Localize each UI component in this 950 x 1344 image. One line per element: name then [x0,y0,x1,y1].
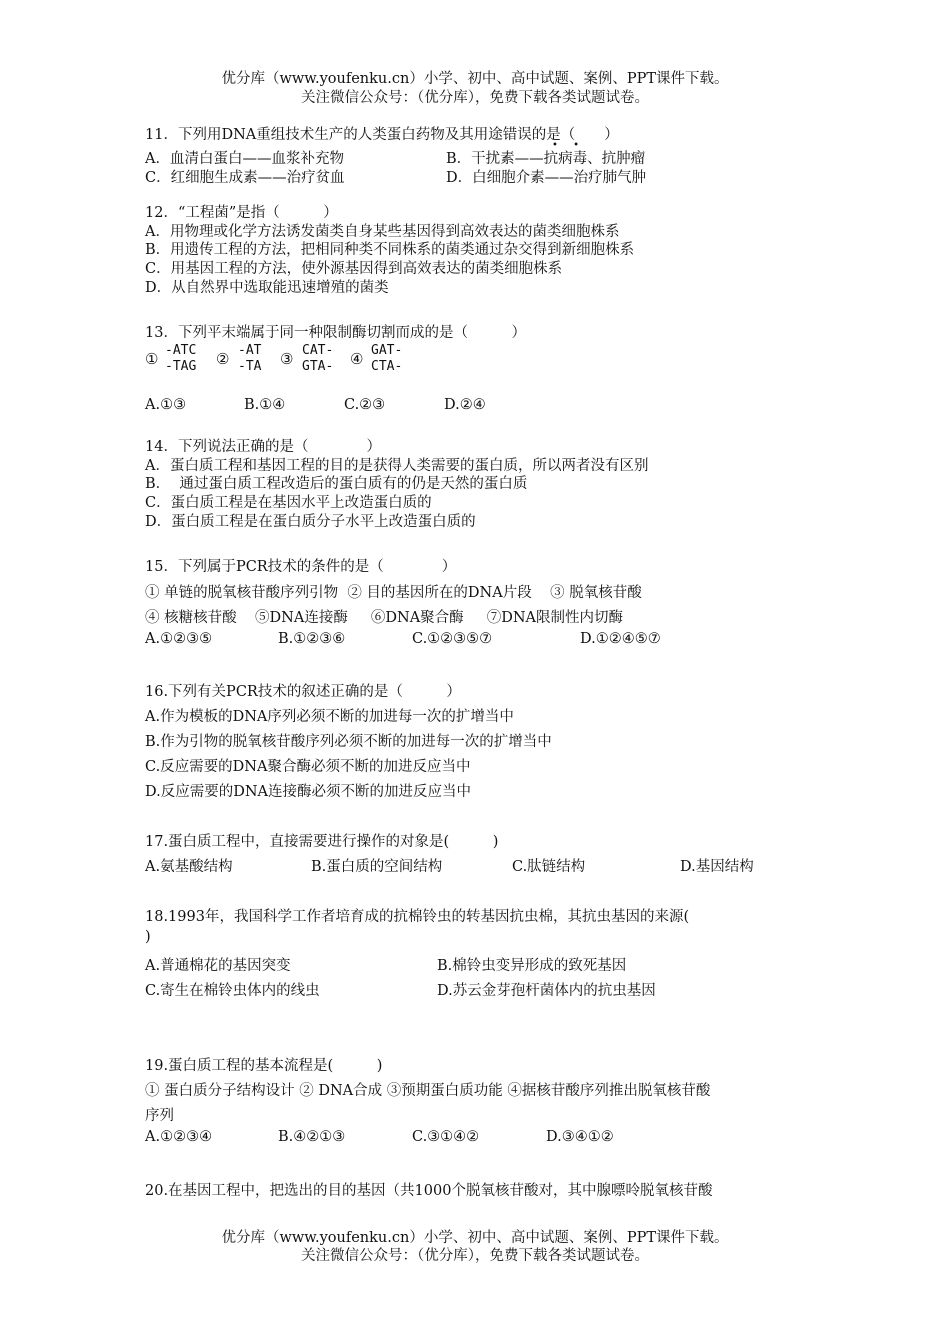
q14-option-a: A．蛋白质工程和基因工程的目的是获得人类需要的蛋白质，所以两者没有区别 [145,458,649,474]
q15-option-b: B.①②③⑥ [278,631,346,647]
q18-stem-line-1: 18.1993年，我国科学工作者培育成的抗棉铃虫的转基因抗虫棉，其抗虫基因的来源( [145,909,690,925]
q17-option-b: B.蛋白质的空间结构 [311,859,443,875]
fragment-3-top-strand: CAT- [302,343,334,358]
q15-option-c: C.①②③⑤⑦ [412,631,493,647]
q15-option-a: A.①②③⑤ [145,631,213,647]
q15-option-d: D.①②④⑤⑦ [580,631,661,647]
fragment-3-bottom-strand: GTA- [302,359,334,374]
q19-option-a: A.①②③④ [145,1129,213,1145]
q18-option-b: B.棉铃虫变异形成的致死基因 [437,958,627,974]
q17-option-c: C.肽链结构 [512,859,586,875]
q19-option-c: C.③①④② [412,1129,480,1145]
q18-stem-line-2: ) [145,929,151,945]
fragment-4-top-strand: GAT- [371,343,403,358]
q18-option-a: A.普通棉花的基因突变 [145,958,291,974]
q14-stem: 14．下列说法正确的是（ ） [145,439,381,455]
fragment-3-number: ③ [280,350,294,368]
q12-option-d: D．从自然界中选取能迅速增殖的菌类 [145,280,389,296]
fragment-2-number: ② [216,350,230,368]
q12-option-c: C．用基因工程的方法，使外源基因得到高效表达的菌类细胞株系 [145,261,563,277]
fragment-1-top-strand: -ATC [165,343,197,358]
q13-option-b: B.①④ [244,397,286,413]
q20-stem: 20.在基因工程中，把选出的目的基因（共1000个脱氧核苷酸对，其中腺嘌呤脱氧核苷酸 [145,1183,713,1199]
q13-option-c: C.②③ [344,397,386,413]
header-line-2: 关注微信公众号：（优分库），免费下载各类试题试卷。 [301,90,649,106]
q17-option-a: A.氨基酸结构 [145,859,233,875]
q11-stem: 11．下列用DNA重组技术生产的人类蛋白药物及其用途错误的是（ ） [145,127,619,143]
q15-stem: 15．下列属于PCR技术的条件的是（ ） [145,559,457,575]
q14-option-b: B． 通过蛋白质工程改造后的蛋白质有的仍是天然的蛋白质 [145,476,528,492]
emphasis-dots: • • [552,140,585,151]
q16-option-a: A.作为模板的DNA序列必须不断的加进每一次的扩增当中 [145,709,514,725]
q16-stem: 16.下列有关PCR技术的叙述正确的是（ ） [145,684,461,700]
footer-line-1: 优分库（www.youfenku.cn）小学、初中、高中试题、案例、PPT课件下载。 [221,1230,729,1246]
q11-option-b: B．干扰素——抗病毒、抗肿瘤 [446,151,646,167]
q16-option-b: B.作为引物的脱氧核苷酸序列必须不断的加进每一次的扩增当中 [145,734,552,750]
q12-option-b: B．用遗传工程的方法，把相同种类不同株系的菌类通过杂交得到新细胞株系 [145,242,635,258]
q12-option-a: A．用物理或化学方法诱发菌类自身某些基因得到高效表达的菌类细胞株系 [145,224,620,240]
q11-option-d: D．白细胞介素——治疗肺气肿 [446,170,647,186]
q13-stem: 13．下列平末端属于同一种限制酶切割而成的是（ ） [145,325,526,341]
q18-option-c: C.寄生在棉铃虫体内的线虫 [145,983,320,999]
fragment-1-number: ① [145,350,159,368]
q19-option-d: D.③④①② [546,1129,614,1145]
q15-conditions-row-2: ④ 核糖核苷酸 ⑤DNA连接酶 ⑥DNA聚合酶 ⑦DNA限制性内切酶 [145,610,623,626]
fragment-1-bottom-strand: -TAG [165,359,197,374]
q16-option-d: D.反应需要的DNA连接酶必须不断的加进反应当中 [145,784,472,800]
q15-conditions-row-1: ① 单链的脱氧核苷酸序列引物 ② 目的基因所在的DNA片段 ③ 脱氧核苷酸 [145,585,642,601]
header-line-1: 优分库（www.youfenku.cn）小学、初中、高中试题、案例、PPT课件下载。 [221,71,729,87]
q13-option-d: D.②④ [444,397,486,413]
fragment-2-top-strand: -AT [238,343,262,358]
q11-option-c: C．红细胞生成素——治疗贫血 [145,170,345,186]
q19-stem: 19.蛋白质工程的基本流程是( ) [145,1058,383,1074]
q17-option-d: D.基因结构 [680,859,754,875]
q19-steps-row-2: 序列 [145,1108,174,1124]
q11-option-a: A．血清白蛋白——血浆补充物 [145,151,344,167]
q19-option-b: B.④②①③ [278,1129,346,1145]
q14-option-c: C．蛋白质工程是在基因水平上改造蛋白质的 [145,495,432,511]
q13-option-a: A.①③ [145,397,187,413]
q14-option-d: D．蛋白质工程是在蛋白质分子水平上改造蛋白质的 [145,514,476,530]
q18-option-d: D.苏云金芽孢杆菌体内的抗虫基因 [437,983,656,999]
footer-line-2: 关注微信公众号：（优分库），免费下载各类试题试卷。 [301,1248,649,1264]
fragment-4-number: ④ [350,350,364,368]
q17-stem: 17.蛋白质工程中，直接需要进行操作的对象是( ) [145,834,499,850]
q16-option-c: C.反应需要的DNA聚合酶必须不断的加进反应当中 [145,759,471,775]
fragment-2-bottom-strand: -TA [238,359,262,374]
q19-steps-row-1: ① 蛋白质分子结构设计 ② DNA合成 ③预期蛋白质功能 ④据核苷酸序列推出脱氧核苷酸 [145,1083,711,1099]
fragment-4-bottom-strand: CTA- [371,359,403,374]
q12-stem: 12．“工程菌”是指（ ） [145,205,338,221]
